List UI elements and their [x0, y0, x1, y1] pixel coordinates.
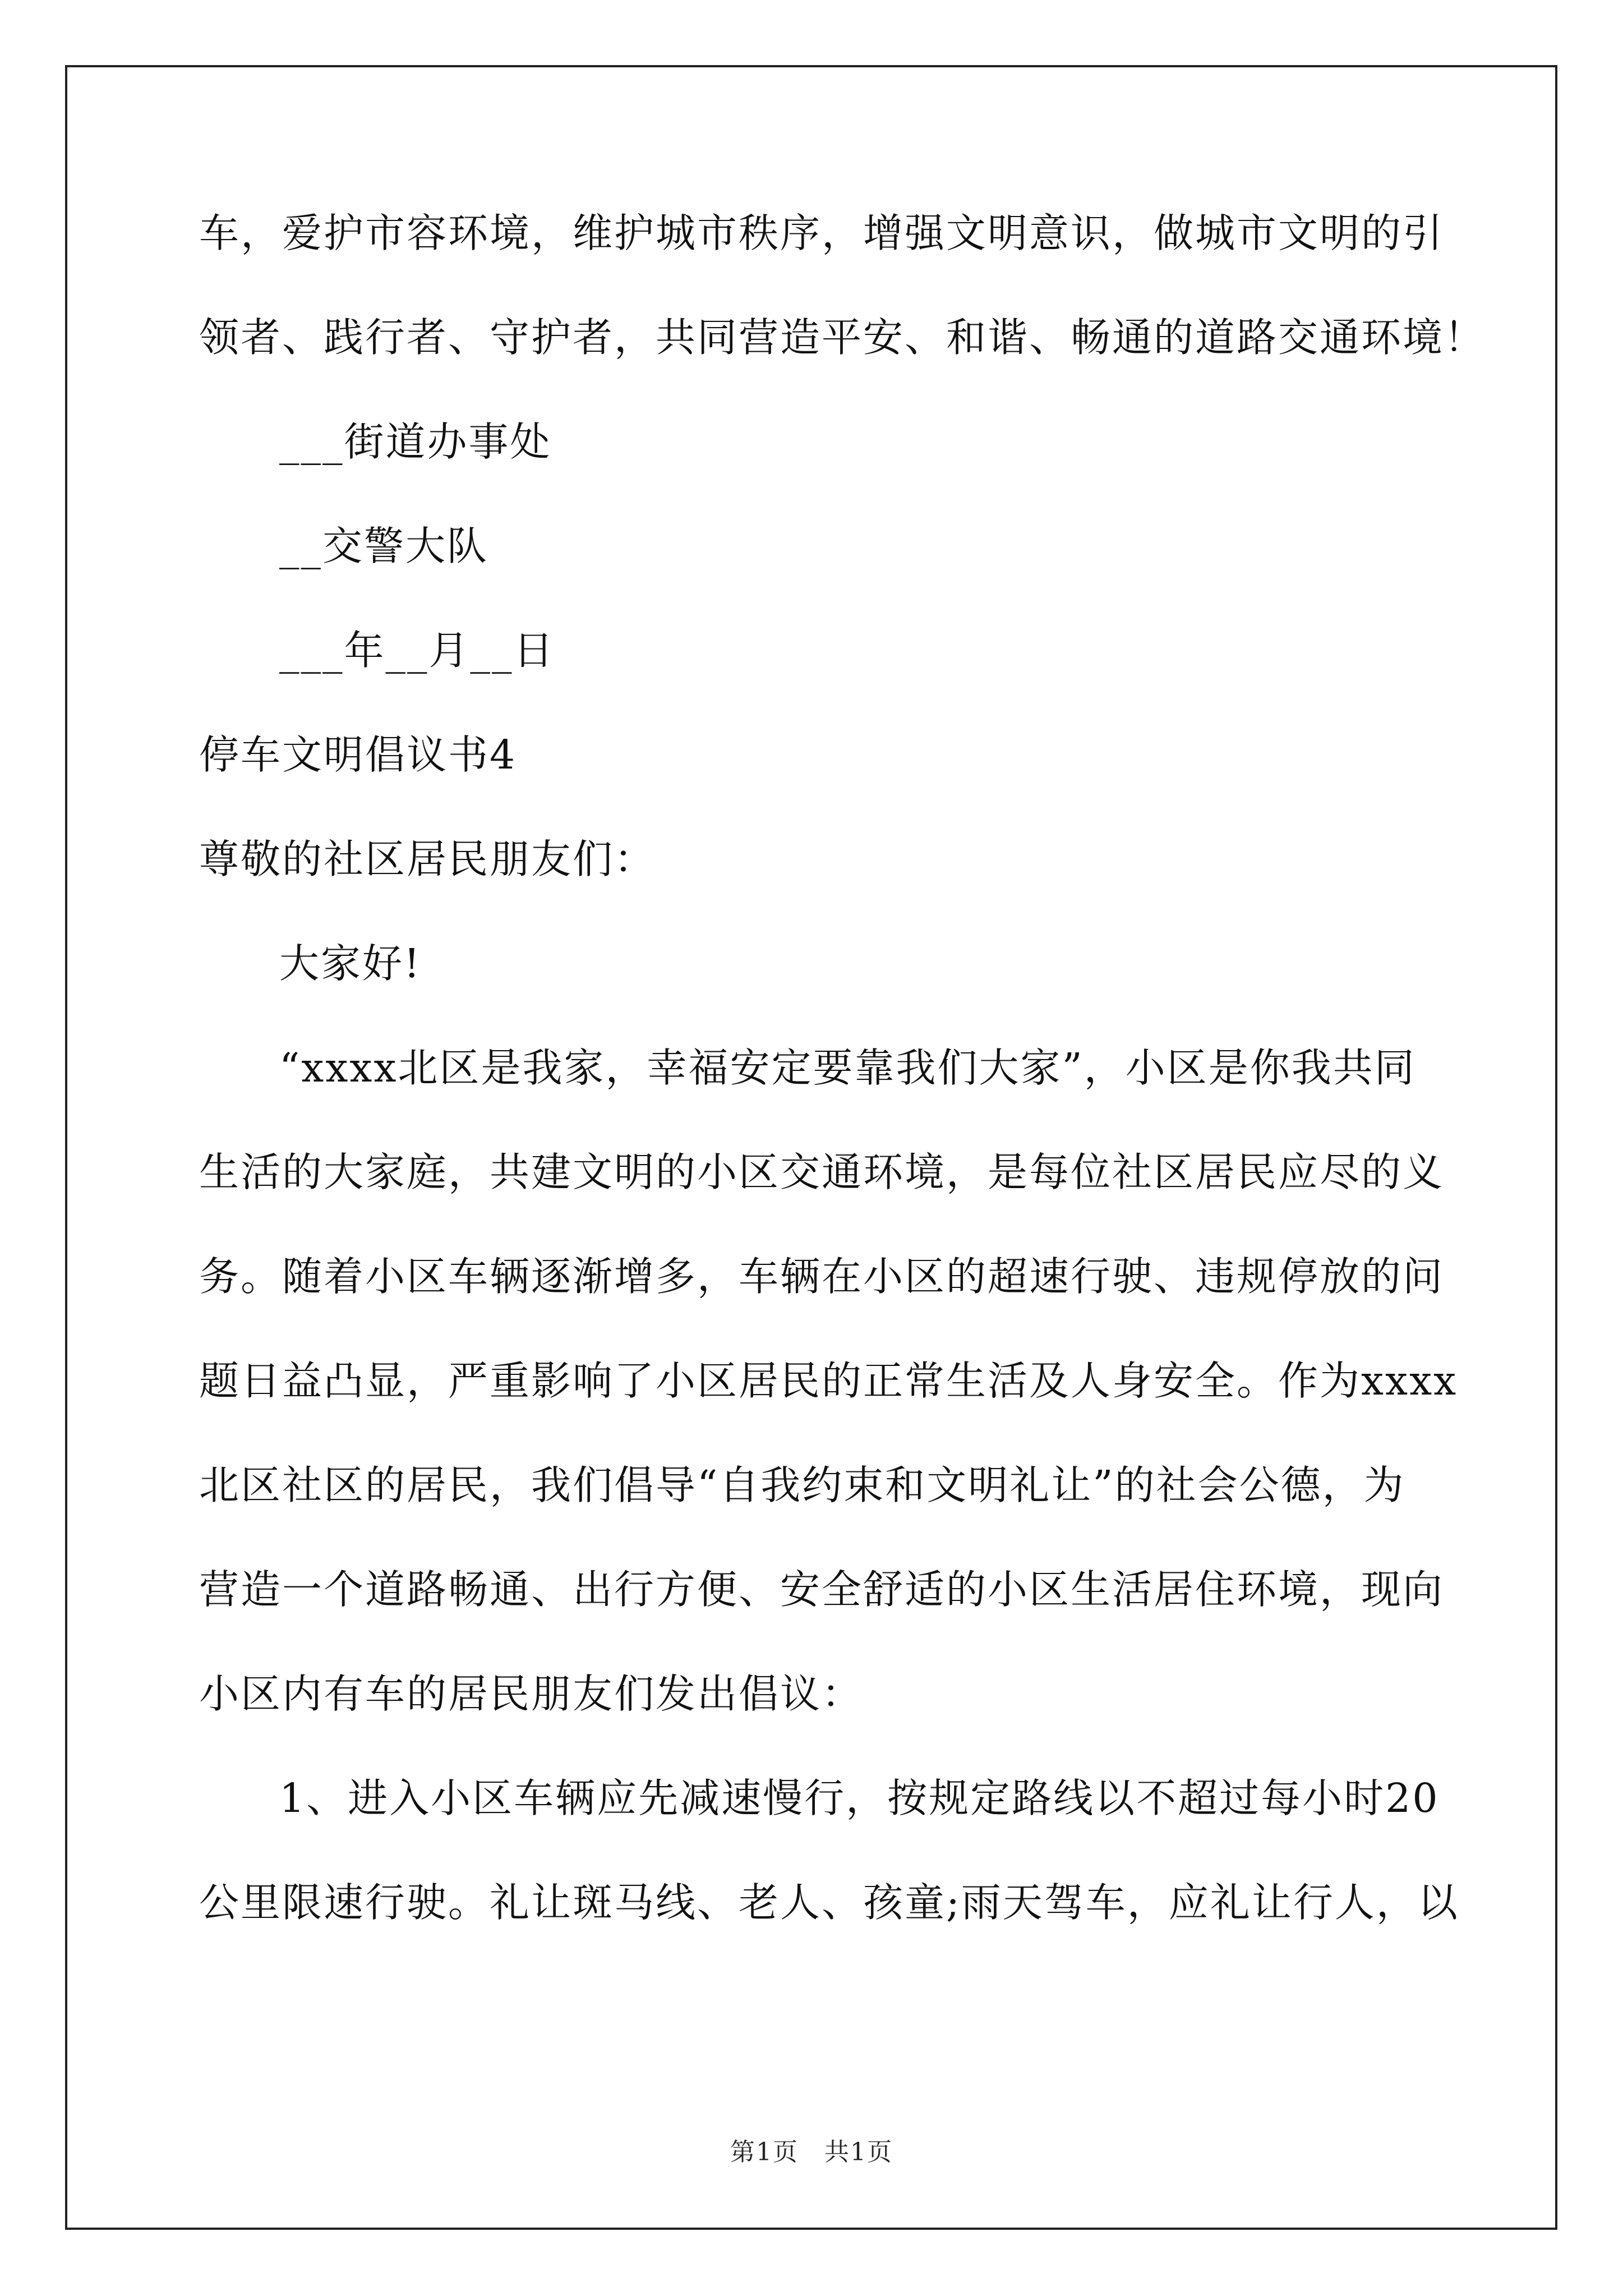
paragraph-line: 务。随着小区车辆逐渐增多，车辆在小区的超速行驶、违规停放的问 [199, 1253, 1445, 1300]
greeting: 大家好! [279, 940, 422, 987]
list-item-line: 公里限速行驶。礼让斑马线、老人、孩童;雨天驾车，应礼让行人，以 [199, 1879, 1459, 1926]
page-footer: 第1页 共1页 [730, 2138, 893, 2166]
paragraph-line: 营造一个道路畅通、出行方便、安全舒适的小区生活居住环境，现向 [199, 1566, 1445, 1613]
section-title: 停车文明倡议书4 [199, 731, 517, 778]
salutation: 尊敬的社区居民朋友们： [199, 836, 656, 882]
signature-police: __交警大队 [279, 523, 489, 569]
paragraph-line: “xxxx北区是我家，幸福安定要靠我们大家”，小区是你我共同 [279, 1045, 1416, 1091]
paragraph-line: 题日益凸显，严重影响了小区居民的正常生活及人身安全。作为xxxx [199, 1358, 1458, 1404]
paragraph-line: 车，爱护市容环境，维护城市秩序，增强文明意识，做城市文明的引 [199, 210, 1445, 256]
document-body [199, 210, 1486, 1987]
list-item-line: 1、进入小区车辆应先减速慢行，按规定路线以不超过每小时20 [279, 1775, 1440, 1821]
paragraph-line: 领者、践行者、守护者，共同营造平安、和谐、畅通的道路交通环境！ [199, 314, 1486, 361]
paragraph-line: 北区社区的居民，我们倡导“自我约束和文明礼让”的社会公德，为 [199, 1462, 1405, 1508]
paragraph-line: 小区内有车的居民朋友们发出倡议： [199, 1671, 864, 1717]
paragraph-line: 生活的大家庭，共建文明的小区交通环境，是每位社区居民应尽的义 [199, 1149, 1445, 1195]
signature-office: ___街道办事处 [279, 418, 552, 465]
signature-date: ___年__月__日 [279, 627, 555, 674]
